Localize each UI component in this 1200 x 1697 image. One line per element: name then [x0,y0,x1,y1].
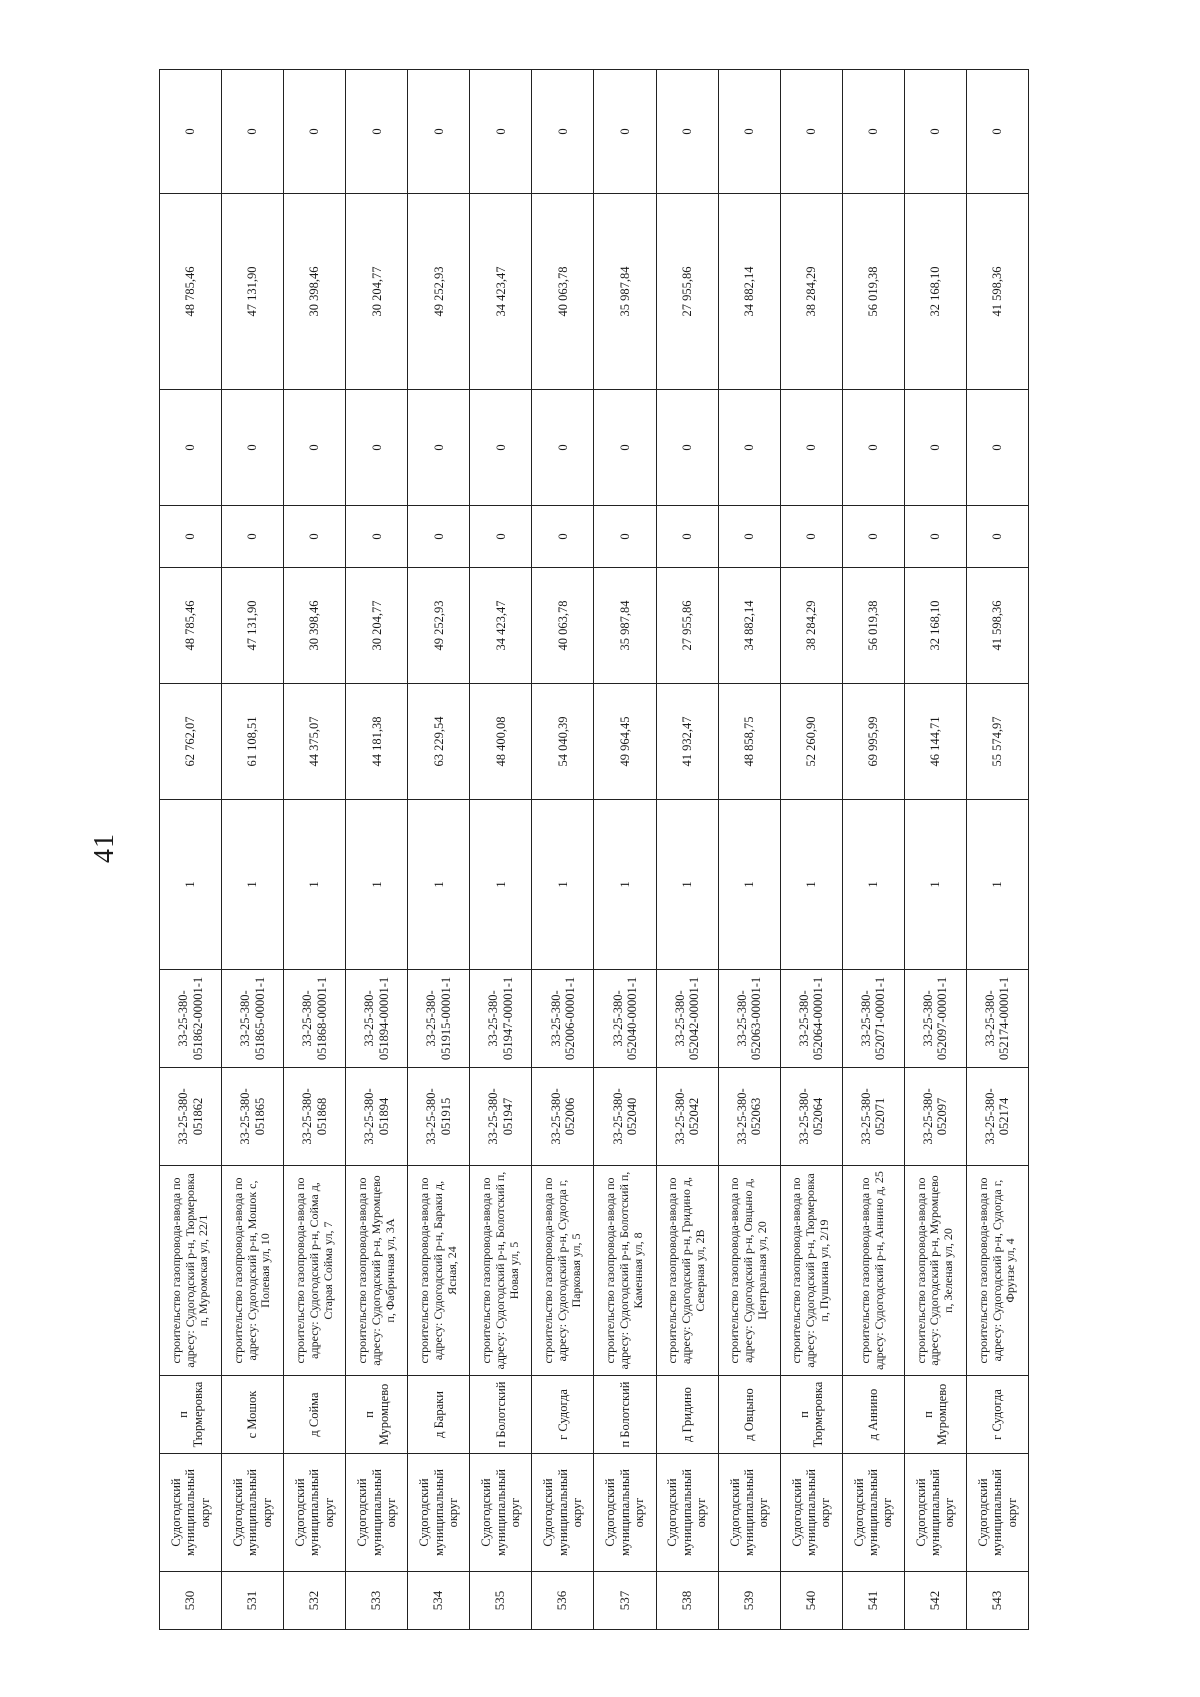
quantity-cell: 1 [470,800,532,970]
municipality-cell: Судогодский муниципальный округ [346,1454,408,1572]
page-number: 41 [89,833,120,863]
table-row [532,70,594,1630]
quantity-cell: 1 [780,800,842,970]
row-number-cell: 534 [408,1572,470,1630]
row-number-cell: 536 [532,1572,594,1630]
work-description-cell: строительство газопровода-ввода по адресу: Судогодский р-н, Гридино д, Северная ул, 2В [656,1166,718,1376]
municipality-cell: Судогодский муниципальный округ [594,1454,656,1572]
settlement-cell: г Судогда [532,1376,594,1454]
quantity-cell: 1 [222,800,284,970]
total-cost-cell: 55 574,97 [966,684,1028,800]
zero-amount-cell: 0 [966,506,1028,568]
subtotal-cell: 30 204,77 [346,194,408,390]
zero-amount-cell: 0 [284,390,346,506]
work-description-cell: строительство газопровода-ввода по адресу: Судогодский р-н, Тюрмеровка п, Муромская ул, 22/1 [160,1166,222,1376]
zero-amount-cell: 0 [470,506,532,568]
table-row [904,70,966,1630]
total-cost-cell: 44 181,38 [346,684,408,800]
object-code-cell: 33-25-380-052097-00001-1 [904,970,966,1068]
row-number-cell: 540 [780,1572,842,1630]
total-cost-cell: 49 964,45 [594,684,656,800]
zero-amount-cell: 0 [780,506,842,568]
table-row [656,70,718,1630]
remainder-cell: 0 [656,70,718,194]
cadastral-block-cell: 33-25-380-051868 [284,1068,346,1166]
work-description-cell: строительство газопровода-ввода по адресу: Судогодский р-н, Болотский п, Новая ул, 5 [470,1166,532,1376]
settlement-cell: д Овцыно [718,1376,780,1454]
zero-amount-cell: 0 [160,506,222,568]
remainder-cell: 0 [408,70,470,194]
municipality-cell: Судогодский муниципальный округ [160,1454,222,1572]
total-cost-cell: 54 040,39 [532,684,594,800]
zero-amount-cell: 0 [718,390,780,506]
work-description-cell: строительство газопровода-ввода по адресу: Судогодский р-н, Аннино д, 25 [842,1166,904,1376]
settlement-cell: д Аннино [842,1376,904,1454]
zero-amount-cell: 0 [594,506,656,568]
table-row [346,70,408,1630]
remainder-cell: 0 [532,70,594,194]
cadastral-block-cell: 33-25-380-052071 [842,1068,904,1166]
row-number-cell: 532 [284,1572,346,1630]
cadastral-block-cell: 33-25-380-052174 [966,1068,1028,1166]
settlement-cell: п Муромцево [904,1376,966,1454]
object-code-cell: 33-25-380-052064-00001-1 [780,970,842,1068]
zero-amount-cell: 0 [656,390,718,506]
quantity-cell: 1 [966,800,1028,970]
cadastral-block-cell: 33-25-380-052097 [904,1068,966,1166]
amount-cell: 41 598,36 [966,568,1028,684]
total-cost-cell: 48 400,08 [470,684,532,800]
work-description-cell: строительство газопровода-ввода по адресу: Судогодский р-н, Судогда г, Фрунзе ул, 4 [966,1166,1028,1376]
remainder-cell: 0 [160,70,222,194]
total-cost-cell: 62 762,07 [160,684,222,800]
table-row [222,70,284,1630]
subtotal-cell: 41 598,36 [966,194,1028,390]
remainder-cell: 0 [470,70,532,194]
zero-amount-cell: 0 [594,390,656,506]
table-row [160,70,222,1630]
municipality-cell: Судогодский муниципальный округ [222,1454,284,1572]
settlement-cell: г Судогда [966,1376,1028,1454]
remainder-cell: 0 [842,70,904,194]
total-cost-cell: 44 375,07 [284,684,346,800]
quantity-cell: 1 [284,800,346,970]
quantity-cell: 1 [532,800,594,970]
settlement-cell: п Тюрмеровка [160,1376,222,1454]
table-row [780,70,842,1630]
amount-cell: 32 168,10 [904,568,966,684]
municipality-cell: Судогодский муниципальный округ [284,1454,346,1572]
zero-amount-cell: 0 [904,390,966,506]
register-table [159,69,1029,1630]
zero-amount-cell: 0 [780,390,842,506]
row-number-cell: 533 [346,1572,408,1630]
row-number-cell: 543 [966,1572,1028,1630]
subtotal-cell: 30 398,46 [284,194,346,390]
settlement-cell: д Гридино [656,1376,718,1454]
table-row [594,70,656,1630]
total-cost-cell: 69 995,99 [842,684,904,800]
object-code-cell: 33-25-380-051947-00001-1 [470,970,532,1068]
amount-cell: 30 204,77 [346,568,408,684]
cadastral-block-cell: 33-25-380-052042 [656,1068,718,1166]
row-number-cell: 542 [904,1572,966,1630]
subtotal-cell: 27 955,86 [656,194,718,390]
zero-amount-cell: 0 [222,390,284,506]
municipality-cell: Судогодский муниципальный округ [718,1454,780,1572]
table-row [718,70,780,1630]
zero-amount-cell: 0 [656,506,718,568]
settlement-cell: п Муромцево [346,1376,408,1454]
cadastral-block-cell: 33-25-380-052063 [718,1068,780,1166]
municipality-cell: Судогодский муниципальный округ [408,1454,470,1572]
object-code-cell: 33-25-380-052006-00001-1 [532,970,594,1068]
work-description-cell: строительство газопровода-ввода по адресу: Судогодский р-н, Муромцево п, Зеленая ул, 20 [904,1166,966,1376]
zero-amount-cell: 0 [160,390,222,506]
table-row [408,70,470,1630]
total-cost-cell: 63 229,54 [408,684,470,800]
work-description-cell: строительство газопровода-ввода по адресу: Судогодский р-н, Сойма д, Старая Сойма ул, 7 [284,1166,346,1376]
quantity-cell: 1 [346,800,408,970]
zero-amount-cell: 0 [222,506,284,568]
table-body [160,70,1029,1630]
zero-amount-cell: 0 [966,390,1028,506]
subtotal-cell: 34 882,14 [718,194,780,390]
quantity-cell: 1 [718,800,780,970]
municipality-cell: Судогодский муниципальный округ [966,1454,1028,1572]
subtotal-cell: 48 785,46 [160,194,222,390]
zero-amount-cell: 0 [346,506,408,568]
settlement-cell: с Мошок [222,1376,284,1454]
row-number-cell: 537 [594,1572,656,1630]
settlement-cell: д Сойма [284,1376,346,1454]
settlement-cell: п Болотский [470,1376,532,1454]
zero-amount-cell: 0 [532,506,594,568]
work-description-cell: строительство газопровода-ввода по адресу: Судогодский р-н, Мошок с, Полевая ул, 10 [222,1166,284,1376]
settlement-cell: д Бараки [408,1376,470,1454]
subtotal-cell: 38 284,29 [780,194,842,390]
work-description-cell: строительство газопровода-ввода по адресу: Судогодский р-н, Тюрмеровка п, Пушкина ул, 2/19 [780,1166,842,1376]
register-table-wrapper [159,70,1029,1630]
total-cost-cell: 61 108,51 [222,684,284,800]
cadastral-block-cell: 33-25-380-052040 [594,1068,656,1166]
remainder-cell: 0 [780,70,842,194]
total-cost-cell: 46 144,71 [904,684,966,800]
cadastral-block-cell: 33-25-380-051915 [408,1068,470,1166]
cadastral-block-cell: 33-25-380-052006 [532,1068,594,1166]
quantity-cell: 1 [160,800,222,970]
object-code-cell: 33-25-380-051862-00001-1 [160,970,222,1068]
table-row [470,70,532,1630]
cadastral-block-cell: 33-25-380-052064 [780,1068,842,1166]
total-cost-cell: 52 260,90 [780,684,842,800]
total-cost-cell: 48 858,75 [718,684,780,800]
quantity-cell: 1 [408,800,470,970]
amount-cell: 48 785,46 [160,568,222,684]
amount-cell: 47 131,90 [222,568,284,684]
zero-amount-cell: 0 [470,390,532,506]
object-code-cell: 33-25-380-052071-00001-1 [842,970,904,1068]
subtotal-cell: 56 019,38 [842,194,904,390]
row-number-cell: 539 [718,1572,780,1630]
cadastral-block-cell: 33-25-380-051894 [346,1068,408,1166]
zero-amount-cell: 0 [842,506,904,568]
municipality-cell: Судогодский муниципальный округ [470,1454,532,1572]
remainder-cell: 0 [594,70,656,194]
quantity-cell: 1 [594,800,656,970]
subtotal-cell: 47 131,90 [222,194,284,390]
municipality-cell: Судогодский муниципальный округ [904,1454,966,1572]
object-code-cell: 33-25-380-052174-00001-1 [966,970,1028,1068]
remainder-cell: 0 [284,70,346,194]
cadastral-block-cell: 33-25-380-051862 [160,1068,222,1166]
municipality-cell: Судогодский муниципальный округ [656,1454,718,1572]
zero-amount-cell: 0 [718,506,780,568]
amount-cell: 56 019,38 [842,568,904,684]
work-description-cell: строительство газопровода-ввода по адресу: Судогодский р-н, Судогда г, Парковая ул, 5 [532,1166,594,1376]
amount-cell: 49 252,93 [408,568,470,684]
object-code-cell: 33-25-380-052042-00001-1 [656,970,718,1068]
zero-amount-cell: 0 [408,390,470,506]
remainder-cell: 0 [222,70,284,194]
object-code-cell: 33-25-380-052063-00001-1 [718,970,780,1068]
cadastral-block-cell: 33-25-380-051947 [470,1068,532,1166]
quantity-cell: 1 [656,800,718,970]
amount-cell: 35 987,84 [594,568,656,684]
row-number-cell: 530 [160,1572,222,1630]
subtotal-cell: 34 423,47 [470,194,532,390]
amount-cell: 34 423,47 [470,568,532,684]
amount-cell: 38 284,29 [780,568,842,684]
zero-amount-cell: 0 [532,390,594,506]
remainder-cell: 0 [966,70,1028,194]
subtotal-cell: 35 987,84 [594,194,656,390]
zero-amount-cell: 0 [346,390,408,506]
object-code-cell: 33-25-380-052040-00001-1 [594,970,656,1068]
subtotal-cell: 32 168,10 [904,194,966,390]
work-description-cell: строительство газопровода-ввода по адресу: Судогодский р-н, Муромцево п, Фабричная ул, 3А [346,1166,408,1376]
table-row [842,70,904,1630]
zero-amount-cell: 0 [284,506,346,568]
row-number-cell: 538 [656,1572,718,1630]
row-number-cell: 541 [842,1572,904,1630]
object-code-cell: 33-25-380-051894-00001-1 [346,970,408,1068]
zero-amount-cell: 0 [408,506,470,568]
remainder-cell: 0 [904,70,966,194]
total-cost-cell: 41 932,47 [656,684,718,800]
row-number-cell: 531 [222,1572,284,1630]
municipality-cell: Судогодский муниципальный округ [842,1454,904,1572]
work-description-cell: строительство газопровода-ввода по адресу: Судогодский р-н, Бараки д, Ясная, 24 [408,1166,470,1376]
quantity-cell: 1 [842,800,904,970]
amount-cell: 30 398,46 [284,568,346,684]
zero-amount-cell: 0 [904,506,966,568]
work-description-cell: строительство газопровода-ввода по адресу: Судогодский р-н, Овцыно д, Центральная ул, 20 [718,1166,780,1376]
subtotal-cell: 40 063,78 [532,194,594,390]
remainder-cell: 0 [718,70,780,194]
zero-amount-cell: 0 [842,390,904,506]
cadastral-block-cell: 33-25-380-051865 [222,1068,284,1166]
amount-cell: 34 882,14 [718,568,780,684]
object-code-cell: 33-25-380-051915-00001-1 [408,970,470,1068]
amount-cell: 27 955,86 [656,568,718,684]
row-number-cell: 535 [470,1572,532,1630]
work-description-cell: строительство газопровода-ввода по адресу: Судогодский р-н, Болотский п, Каменная ул, 8 [594,1166,656,1376]
remainder-cell: 0 [346,70,408,194]
settlement-cell: п Болотский [594,1376,656,1454]
table-row [966,70,1028,1630]
table-row [284,70,346,1630]
quantity-cell: 1 [904,800,966,970]
object-code-cell: 33-25-380-051868-00001-1 [284,970,346,1068]
municipality-cell: Судогодский муниципальный округ [532,1454,594,1572]
object-code-cell: 33-25-380-051865-00001-1 [222,970,284,1068]
amount-cell: 40 063,78 [532,568,594,684]
municipality-cell: Судогодский муниципальный округ [780,1454,842,1572]
subtotal-cell: 49 252,93 [408,194,470,390]
settlement-cell: п Тюрмеровка [780,1376,842,1454]
